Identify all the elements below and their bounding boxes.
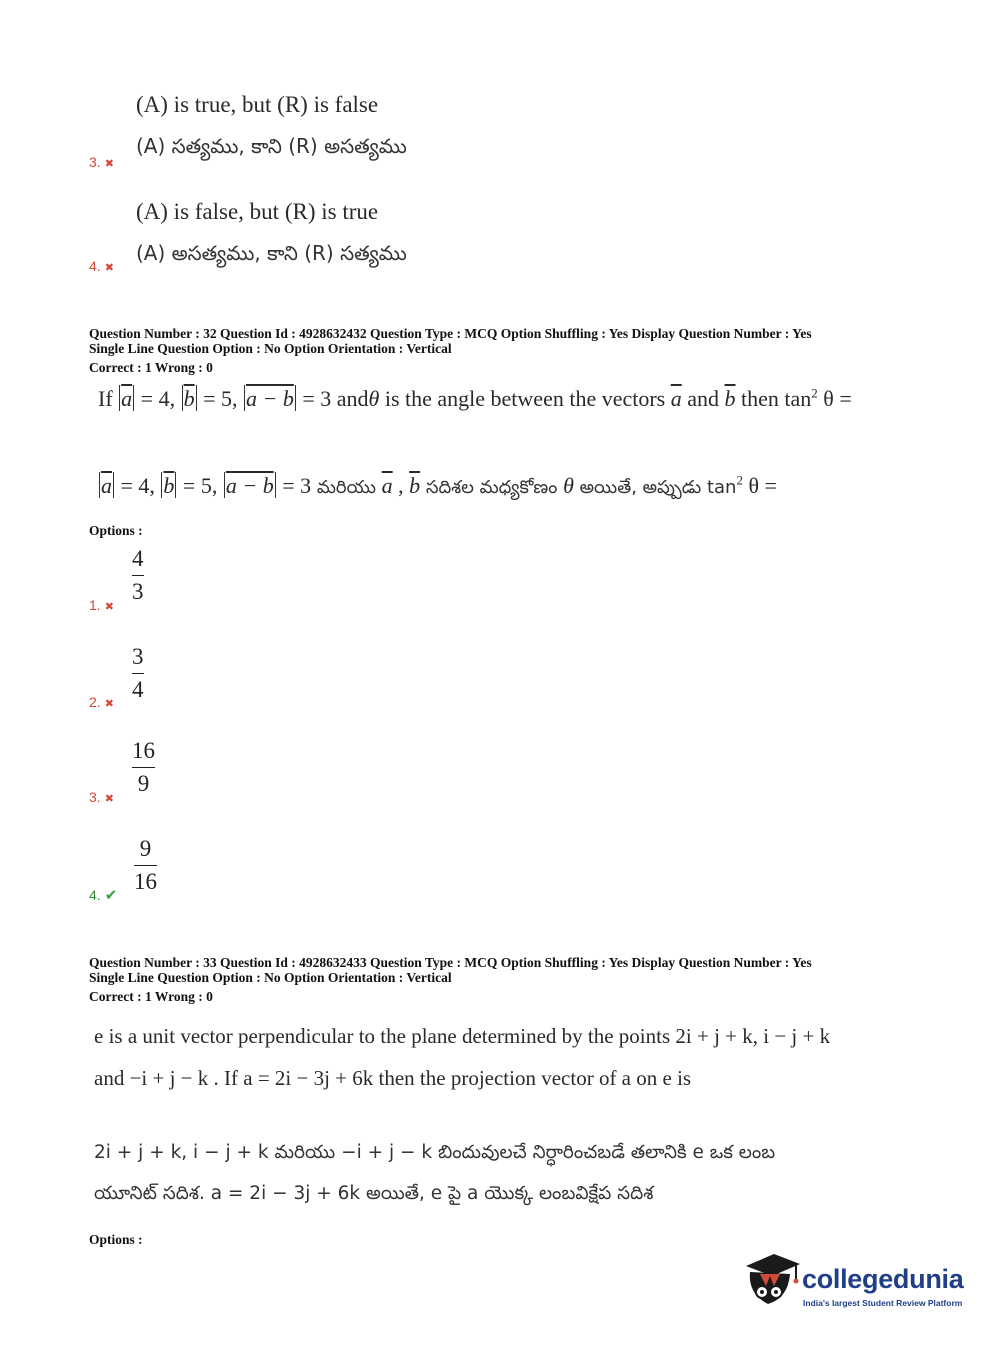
q-text: θ = <box>742 473 777 498</box>
q-text: = 5, <box>177 473 218 498</box>
vector-b: $\overline{b}$ <box>183 386 195 411</box>
vector-b: $\overline{b}$ <box>409 473 421 498</box>
option-number: 3. <box>89 154 101 170</box>
q-text: and <box>681 386 725 411</box>
q33-question-telugu-line-1: 2i + j + k, i − j + k మరియు −i + j − k బిందువులచే నిర్ధారించబడే తలానికి e ఒక లంబ <box>94 1142 776 1163</box>
q-text: = 4, <box>135 386 176 411</box>
prev-option-3-telugu: (A) సత్యము, కాని (R) అసత్యము <box>136 134 407 158</box>
wrong-icon: ✖ <box>104 697 114 710</box>
option-number: 4. <box>89 258 101 274</box>
check-icon: ✔ <box>104 886 118 904</box>
denominator: 9 <box>137 771 150 796</box>
q32-option-2-fraction <box>132 643 144 704</box>
theta: θ <box>368 386 380 411</box>
q32-option-1-marker <box>89 597 114 615</box>
wrong-icon: ✖ <box>104 261 114 274</box>
vector-a: $\overline{a}$ <box>101 473 112 498</box>
prev-option-3-english: (A) is true, but (R) is false <box>136 92 379 117</box>
q-text: θ = <box>817 386 852 411</box>
vector-diff: a − b <box>225 473 274 498</box>
q33-meta-line-1: Question Number : 33 Question Id : 4928632433 Question Type : MCQ Option Shuffling : Yes Display Question Number : Yes <box>89 955 812 970</box>
q32-option-4-marker <box>89 886 117 905</box>
q32-option-2-marker <box>89 694 114 712</box>
wrong-icon: ✖ <box>104 157 114 170</box>
theta: θ <box>563 473 574 498</box>
numerator: 3 <box>132 644 144 669</box>
vector-a: $\overline{a}$ <box>121 386 133 411</box>
q-text: then tan <box>735 386 812 411</box>
wrong-icon: ✖ <box>104 792 114 805</box>
q-text: = 3 <box>276 473 312 498</box>
vector-a: $\overline{a}$ <box>381 473 393 498</box>
q-text-telugu: సదిశల మధ్యకోణం <box>420 477 564 498</box>
q-text: is the angle between the vectors <box>379 386 671 411</box>
wrong-icon: ✖ <box>104 600 114 613</box>
q-text-telugu: అయితే, అప్పుడు tan <box>573 477 737 498</box>
q32-meta-line-2: Single Line Question Option : No Option Orientation : Vertical <box>89 341 452 356</box>
option-number: 2. <box>89 694 101 710</box>
q-text: = 4, <box>115 473 155 498</box>
numerator: 9 <box>139 836 152 861</box>
q32-question-telugu <box>98 472 777 502</box>
q-text: = 3 and <box>296 386 369 411</box>
exponent: 2 <box>811 385 818 401</box>
prev-option-4-marker <box>89 258 114 276</box>
denominator: 16 <box>134 869 157 894</box>
q32-question-english <box>98 385 852 412</box>
numerator: 16 <box>132 738 155 763</box>
q33-question-english-line-1: e is a unit vector perpendicular to the plane determined by the points 2i + j + k, i − j + k <box>94 1024 831 1048</box>
denominator: 4 <box>132 677 144 702</box>
q-text: = 5, <box>197 386 238 411</box>
vector-a: $\overline{a}$ <box>670 386 682 411</box>
prev-option-4-english: (A) is false, but (R) is true <box>136 199 379 224</box>
q33-question-english-line-2: and −i + j − k . If a = 2i − 3j + 6k then the projection vector of a on e is <box>94 1066 692 1090</box>
option-number: 1. <box>89 597 101 613</box>
q32-option-1-fraction <box>132 545 144 606</box>
q32-meta-line-1: Question Number : 32 Question Id : 4928632432 Question Type : MCQ Option Shuffling : Yes Display Question Number : Yes <box>89 326 812 341</box>
denominator: 3 <box>132 579 144 604</box>
q-text: If <box>98 386 113 411</box>
q33-question-telugu-line-2: యూనిట్ సదిశ. a = 2i − 3j + 6k అయితే, e పై a యొక్క లంబవిక్షేప సదిశ <box>94 1183 654 1204</box>
vector-b: $\overline{b}$ <box>163 473 175 498</box>
logo-tagline: India's largest Student Review Platform <box>803 1298 963 1308</box>
mascot-icon <box>740 1250 802 1312</box>
q33-options-label: Options : <box>89 1232 143 1247</box>
numerator: 4 <box>132 546 144 571</box>
prev-option-4-telugu: (A) అసత్యము, కాని (R) సత్యము <box>136 241 407 265</box>
exponent: 2 <box>736 472 743 488</box>
q32-option-3-fraction <box>132 737 155 798</box>
option-number: 4. <box>89 887 101 903</box>
q32-option-3-marker <box>89 789 114 807</box>
q32-correct-wrong: Correct : 1 Wrong : 0 <box>89 360 213 375</box>
q33-correct-wrong: Correct : 1 Wrong : 0 <box>89 989 213 1004</box>
option-number: 3. <box>89 789 101 805</box>
vector-diff: a − b <box>246 386 294 411</box>
prev-option-3-marker <box>89 154 114 172</box>
logo-wordmark: collegedunia <box>802 1264 964 1294</box>
q-text: , <box>392 473 410 498</box>
vector-b: $\overline{b}$ <box>724 386 736 411</box>
q32-option-4-fraction <box>134 835 157 896</box>
q33-meta-line-2: Single Line Question Option : No Option Orientation : Vertical <box>89 970 452 985</box>
q-text-telugu: మరియు <box>311 477 382 498</box>
q32-options-label: Options : <box>89 523 143 538</box>
collegedunia-logo <box>740 1250 970 1320</box>
